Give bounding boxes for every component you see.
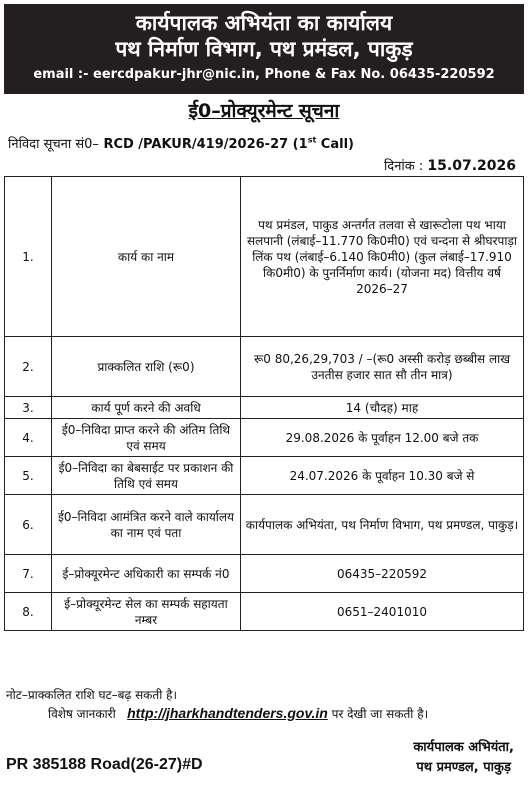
table-row bbox=[5, 177, 524, 337]
tender-details-table bbox=[4, 176, 524, 631]
row-value: 06435–220592 bbox=[241, 555, 524, 593]
row-value: 29.08.2026 के पूर्वाहन 12.00 बजे तक bbox=[241, 419, 524, 457]
row-label: प्राक्कलित राशि (रू0) bbox=[52, 337, 241, 397]
estimate-note: नोट–प्राक्कलित राशि घट–बढ़ सकती है। bbox=[6, 688, 178, 702]
table-row bbox=[5, 593, 524, 631]
info-suffix: पर देखी जा सकती है। bbox=[331, 707, 429, 721]
reference-suffix: Call) bbox=[316, 137, 354, 152]
date-value: 15.07.2026 bbox=[427, 158, 516, 174]
table-row bbox=[5, 457, 524, 495]
info-prefix: विशेष जानकारी bbox=[47, 707, 116, 721]
more-info bbox=[6, 704, 522, 723]
table-row bbox=[5, 397, 524, 419]
row-value: पथ प्रमंडल, पाकुड अन्तर्गत तलवा से खारूटोला पथ भाया सलपानी (लंबाई–11.770 कि0मी0) एवं चन्दना से श्रीघरपाड़ा लिंक पथ (लंबाई–6.140 कि0मी0) (कुल लंबाई–17.910 कि0मी0) के पुनर्निर्माण कार्य। (योजना मद) वित्तीय वर्ष 2026–27 bbox=[241, 177, 524, 337]
row-label: ई–प्रोक्यूरमेन्ट सेल का सम्पर्क सहायता नम्बर bbox=[52, 593, 241, 631]
row-number: 5. bbox=[5, 457, 52, 495]
notice-date bbox=[384, 156, 516, 174]
office-title: कार्यपालक अभियंता का कार्यालय bbox=[135, 11, 393, 35]
tender-reference bbox=[8, 134, 354, 152]
row-label: कार्य का नाम bbox=[52, 177, 241, 337]
tender-website-link[interactable]: http://jharkhandtenders.gov.in bbox=[127, 705, 328, 721]
row-number: 8. bbox=[5, 593, 52, 631]
row-label: ई0–निविदा प्राप्त करने की अंतिम तिथि एवं समय bbox=[52, 419, 241, 457]
pr-number: PR 385188 Road(26-27)#D bbox=[6, 756, 203, 773]
office-header bbox=[4, 4, 524, 94]
row-label: ई0–निविदा आमंत्रित करने वाले कार्यालय का नाम एवं पता bbox=[52, 495, 241, 555]
row-number: 2. bbox=[5, 337, 52, 397]
table-row bbox=[5, 337, 524, 397]
row-label: ई0–निविदा का बेबसाईट पर प्रकाशन की तिथि एवं समय bbox=[52, 457, 241, 495]
signature-line2: पथ प्रमण्डल, पाकुड़ bbox=[416, 760, 511, 775]
reference-sup: st bbox=[307, 135, 317, 145]
date-label: दिनांक : bbox=[383, 159, 428, 174]
table-row bbox=[5, 555, 524, 593]
row-label: कार्य पूर्ण करने की अवधि bbox=[52, 397, 241, 419]
row-value: रू0 80,26,29,703 / –(रू0 अस्सी करोड़ छब्बीस लाख उनतीस हजार सात सौ तीन मात्र) bbox=[241, 337, 524, 397]
row-value: कार्यपालक अभियंता, पथ निर्माण विभाग, पथ प्रमण्डल, पाकुड़। bbox=[241, 495, 524, 555]
reference-label: निविदा सूचना सं0– bbox=[8, 137, 99, 152]
row-value: 24.07.2026 के पूर्वाहन 10.30 बजे से bbox=[241, 457, 524, 495]
row-number: 1. bbox=[5, 177, 52, 337]
row-number: 3. bbox=[5, 397, 52, 419]
row-label: ई–प्रोक्यूरमेन्ट अधिकारी का सम्पर्क नं0 bbox=[52, 555, 241, 593]
table-row bbox=[5, 495, 524, 555]
row-number: 4. bbox=[5, 419, 52, 457]
row-value: 0651–2401010 bbox=[241, 593, 524, 631]
notice-title: ई0–प्रोक्यूरमेन्ट सूचना bbox=[188, 100, 340, 122]
row-number: 7. bbox=[5, 555, 52, 593]
signature-line1: कार्यपालक अभियंता, bbox=[413, 740, 514, 755]
table-row bbox=[5, 419, 524, 457]
reference-number: RCD /PAKUR/419/2026-27 (1 bbox=[103, 137, 308, 152]
row-number: 6. bbox=[5, 495, 52, 555]
contact-line: email :- eercdpakur-jhr@nic.in, Phone & Fax No. 06435-220592 bbox=[33, 67, 495, 82]
row-value: 14 (चौदह) माह bbox=[241, 397, 524, 419]
department-title: पथ निर्माण विभाग, पथ प्रमंडल, पाकुड़ bbox=[115, 37, 413, 61]
signature-block bbox=[413, 738, 514, 778]
